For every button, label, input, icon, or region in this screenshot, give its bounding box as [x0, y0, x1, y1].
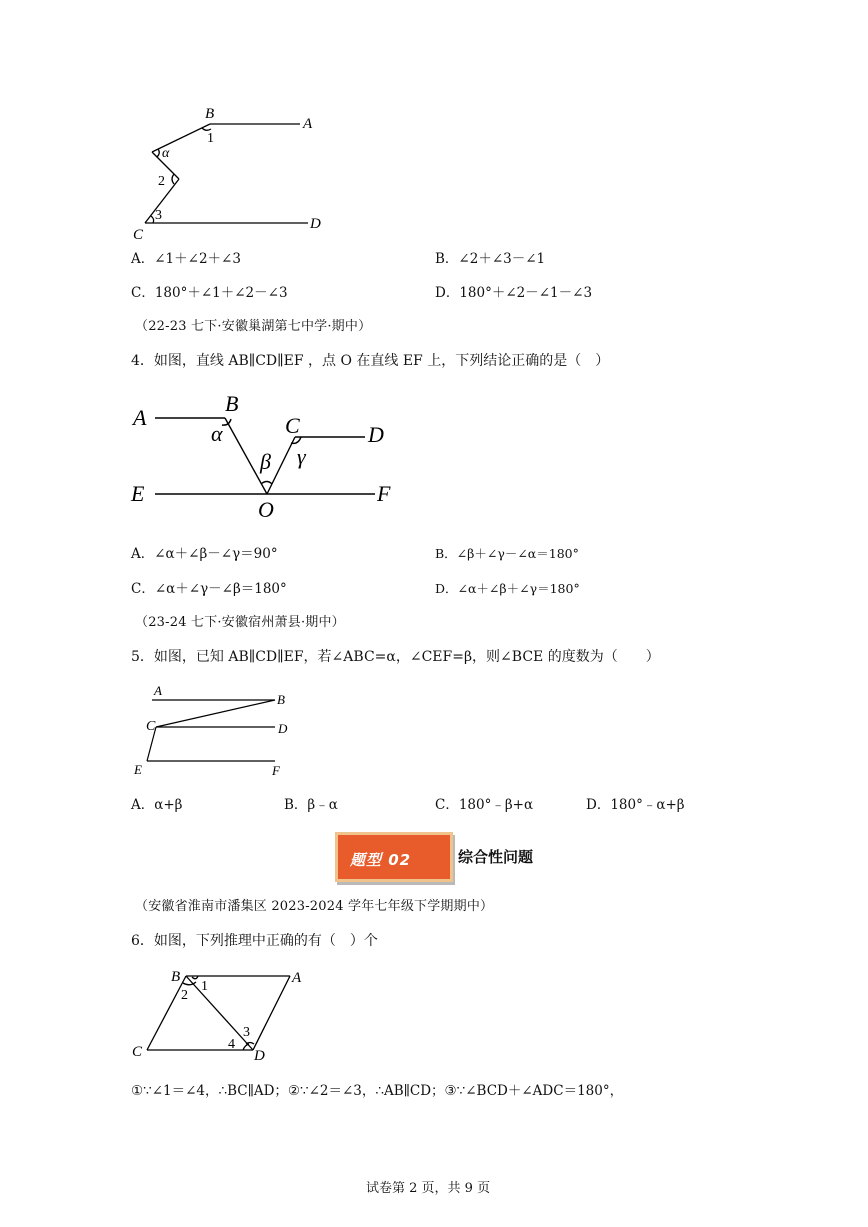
- q5-option-b: B．β﹣α: [284, 797, 338, 813]
- q3-label-3: 3: [155, 208, 162, 223]
- q3-option-a: A．∠1＋∠2＋∠3: [131, 251, 241, 267]
- page-footer: 试卷第 2 页，共 9 页: [366, 1181, 491, 1196]
- section-badge-text: 题型 02: [350, 851, 412, 869]
- q3-label-2: 2: [158, 174, 165, 189]
- q3-label-D: D: [310, 216, 321, 232]
- q4-label-gamma: γ: [297, 444, 306, 469]
- q4-label-beta: β: [260, 449, 271, 474]
- q6-label-4: 4: [228, 1037, 235, 1052]
- q4-option-c: C．∠α＋∠γ－∠β＝180°: [131, 581, 287, 597]
- q3-label-A: A: [303, 116, 313, 132]
- q3-label-alpha: α: [162, 146, 170, 161]
- q5-option-d: D．180°﹣α+β: [586, 797, 685, 813]
- q5-label-C: C: [146, 719, 156, 734]
- q5-label-D: D: [278, 721, 288, 736]
- q6-question: 6．如图，下列推理中正确的有（ ）个: [131, 933, 378, 949]
- q5-label-A: A: [154, 683, 162, 698]
- q4-label-A: A: [133, 405, 147, 430]
- q4-label-B: B: [225, 391, 239, 416]
- q6-label-3: 3: [243, 1025, 250, 1040]
- q6-label-2: 2: [181, 988, 188, 1003]
- q5-option-c: C．180°﹣β+α: [435, 797, 534, 813]
- q4-label-alpha: α: [211, 421, 223, 446]
- q6-label-C: C: [132, 1044, 143, 1060]
- q3-label-B: B: [205, 106, 215, 122]
- q3-option-c: C．180°＋∠1＋∠2－∠3: [131, 285, 288, 301]
- q6-figure: [128, 962, 318, 1062]
- q3-option-b: B．∠2＋∠3－∠1: [435, 251, 546, 267]
- section-title: 综合性问题: [458, 848, 534, 866]
- q4-label-D: D: [368, 422, 384, 447]
- section-badge: [335, 832, 453, 882]
- q6-source: （安徽省淮南市潘集区 2023-2024 学年七年级下学期期中）: [135, 899, 494, 914]
- q5-question: 5．如图，已知 AB∥CD∥EF，若∠ABC=α，∠CEF=β，则∠BCE 的度数为（ ）: [131, 649, 660, 665]
- q6-statements: ①∵∠1＝∠4，∴BC∥AD；②∵∠2＝∠3，∴AB∥CD；③∵∠BCD＋∠ADC＝180°，: [131, 1083, 624, 1099]
- q5-figure: [130, 682, 300, 782]
- q4-option-b: B．∠β＋∠γ－∠α＝180°: [435, 546, 579, 561]
- q3-label-C: C: [133, 227, 144, 243]
- q6-label-1: 1: [201, 979, 208, 994]
- q6-label-B: B: [171, 969, 181, 985]
- q6-label-D: D: [254, 1048, 265, 1064]
- q4-label-C: C: [285, 413, 300, 438]
- q5-option-a: A．α+β: [131, 797, 183, 813]
- q5-label-B: B: [277, 692, 285, 707]
- q4-label-F: F: [377, 481, 391, 506]
- q3-label-1: 1: [207, 131, 214, 146]
- q5-label-F: F: [272, 763, 280, 778]
- q4-source: （22-23 七下·安徽巢湖第七中学·期中）: [135, 319, 372, 334]
- q4-label-E: E: [131, 481, 145, 506]
- q3-option-d: D．180°＋∠2－∠1－∠3: [435, 285, 593, 301]
- q3-figure: [125, 100, 335, 245]
- q4-label-O: O: [258, 497, 274, 522]
- q6-label-A: A: [292, 970, 302, 986]
- q5-label-E: E: [134, 762, 142, 777]
- q4-option-a: A．∠α＋∠β－∠γ＝90°: [131, 546, 278, 562]
- q4-figure: [125, 385, 415, 525]
- q5-source: （23-24 七下·安徽宿州萧县·期中）: [135, 615, 345, 630]
- q4-question: 4．如图，直线 AB∥CD∥EF ，点 O 在直线 EF 上，下列结论正确的是（ ）: [131, 353, 610, 369]
- q4-option-d: D．∠α＋∠β＋∠γ＝180°: [435, 581, 580, 596]
